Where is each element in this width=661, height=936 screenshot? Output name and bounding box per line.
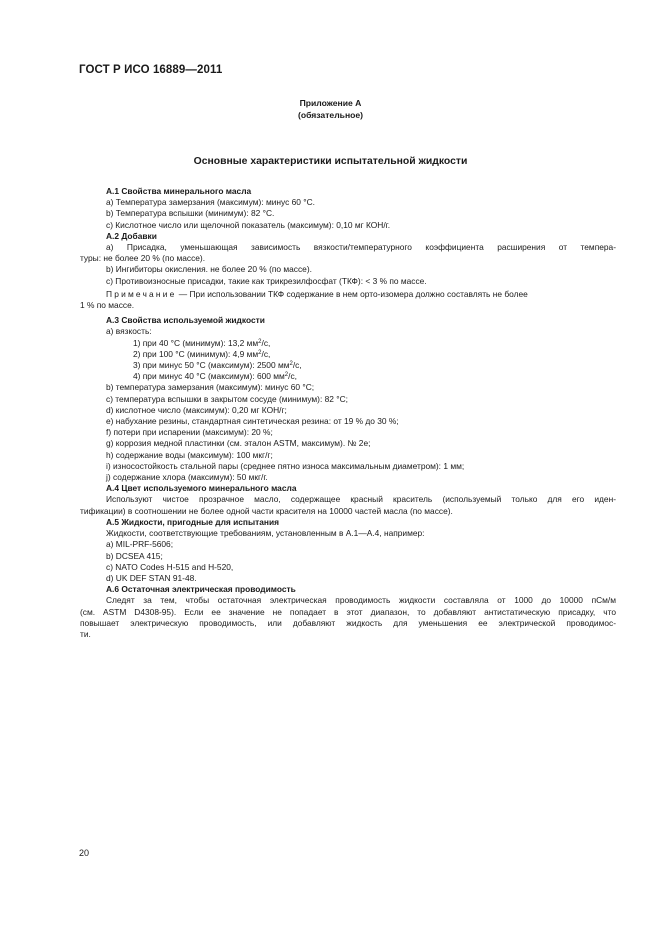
heading-a4: А.4 Цвет используемого минерального масла xyxy=(106,483,297,494)
list-item: b) DCSEA 415; xyxy=(106,550,163,561)
document-body xyxy=(80,186,616,640)
list-item: h) содержание воды (максимум): 100 мкг/г; xyxy=(106,449,273,460)
list-item: b) Ингибиторы окисления. не более 20 % (по массе). xyxy=(106,264,312,275)
list-item: b) Температура вспышки (минимум): 82 °С. xyxy=(106,208,275,219)
list-item: d) UK DEF STAN 91-48. xyxy=(106,572,197,583)
note-label: Примечание xyxy=(106,288,177,299)
paragraph-line: повышает электрическую проводимость, или добавляют жидкость для уменьшения ее электрической проводимос- xyxy=(80,617,616,628)
list-item: с) Противоизносные присадки, такие как трикрезилфосфат (ТКФ): < 3 % по массе. xyxy=(106,275,427,286)
annex-caption xyxy=(0,97,661,121)
sub-list-item: 3) при минус 50 °С (максимум): 2500 $мм^2/с$, xyxy=(133,360,302,371)
annex-label: Приложение А xyxy=(299,98,362,108)
sub-list-item: 2) при 100 °С (минимум): 4,9 $мм^2/с$, xyxy=(133,348,271,359)
list-item: j) содержание хлора (максимум): 50 мкг/г. xyxy=(106,472,268,483)
annex-status: (обязательное) xyxy=(297,110,364,120)
list-item: b) температура замерзания (максимум): минус 60 °С; xyxy=(106,382,315,393)
paragraph-line: (см. ASTM D4308-95). Если ее значение не попадает в этот диапазон, то добавляют антистатическую присадку, что xyxy=(80,606,616,617)
sub-list-item: 4) при минус 40 °С (максимум): 600 $мм^2/с$, xyxy=(133,371,297,382)
heading-a6: А.6 Остаточная электрическая проводимость xyxy=(106,584,296,595)
section-title: Основные характеристики испытательной жидкости xyxy=(193,156,468,167)
list-item: а) Температура замерзания (максимум): минус 60 °С. xyxy=(106,197,315,208)
note-text: — При использовании ТКФ содержание в нем орто-изомера должно составлять не более xyxy=(176,288,528,299)
note-continuation: 1 % по массе. xyxy=(80,300,135,311)
list-item: с) NATO Codes Н-515 and Н-520, xyxy=(106,561,234,572)
list-item: f) потери при испарении (максимум): 20 %; xyxy=(106,427,273,438)
heading-a3: А.3 Свойства используемой жидкости xyxy=(106,315,265,326)
note xyxy=(80,289,616,300)
page-number: 20 xyxy=(79,848,90,858)
list-item: а) MIL-PRF-5606; xyxy=(106,539,174,550)
list-item: е) набухание резины, стандартная синтетическая резина: от 19 % до 30 %; xyxy=(106,416,399,427)
list-item: а) Присадка, уменьшающая зависимость вязкости/температурного коэффициента расширения от темпера- xyxy=(106,242,616,253)
list-item: с) температура вспышки в закрытом сосуде (минимум): 82 °С; xyxy=(106,393,348,404)
heading-a1: А.1 Свойства минерального масла xyxy=(106,186,252,196)
heading-a2: А.2 Добавки xyxy=(106,230,157,241)
paragraph-line: Жидкости, соответствующие требованиям, установленным в А.1—А.4, например: xyxy=(106,528,425,539)
paragraph-line: Используют чистое прозрачное масло, содержащее красный краситель (используемый только для его иден- xyxy=(106,494,616,505)
list-item: с) Кислотное число или щелочной показатель (максимум): 0,10 мг КОН/г. xyxy=(106,219,391,230)
paragraph-line: ти. xyxy=(80,628,91,639)
list-item: g) коррозия медной пластинки (см. эталон ASTM, максимум). № 2е; xyxy=(106,438,371,449)
list-item: d) кислотное число (максимум): 0,20 мг КОН/г; xyxy=(106,404,287,415)
document-code: ГОСТ Р ИСО 16889—2011 xyxy=(79,64,223,76)
list-item-continuation: туры: не более 20 % (по массе). xyxy=(80,253,206,264)
list-item: а) вязкость: xyxy=(106,326,152,337)
paragraph-line: тификации) в соотношении не более одной части красителя на 10000 частей масла (по массе). xyxy=(80,505,453,516)
paragraph-line: Следят за тем, чтобы остаточная электрическая проводимость жидкости составляла от 1000 до 10000 пСм/м xyxy=(106,595,616,606)
sub-list-item: 1) при 40 °С (минимум): 13,2 $мм^2/с$, xyxy=(133,337,271,348)
heading-a5: А.5 Жидкости, пригодные для испытания xyxy=(106,516,279,527)
list-item: i) износостойкость стальной пары (среднее пятно износа максимальным диаметром): 1 мм; xyxy=(106,460,465,471)
